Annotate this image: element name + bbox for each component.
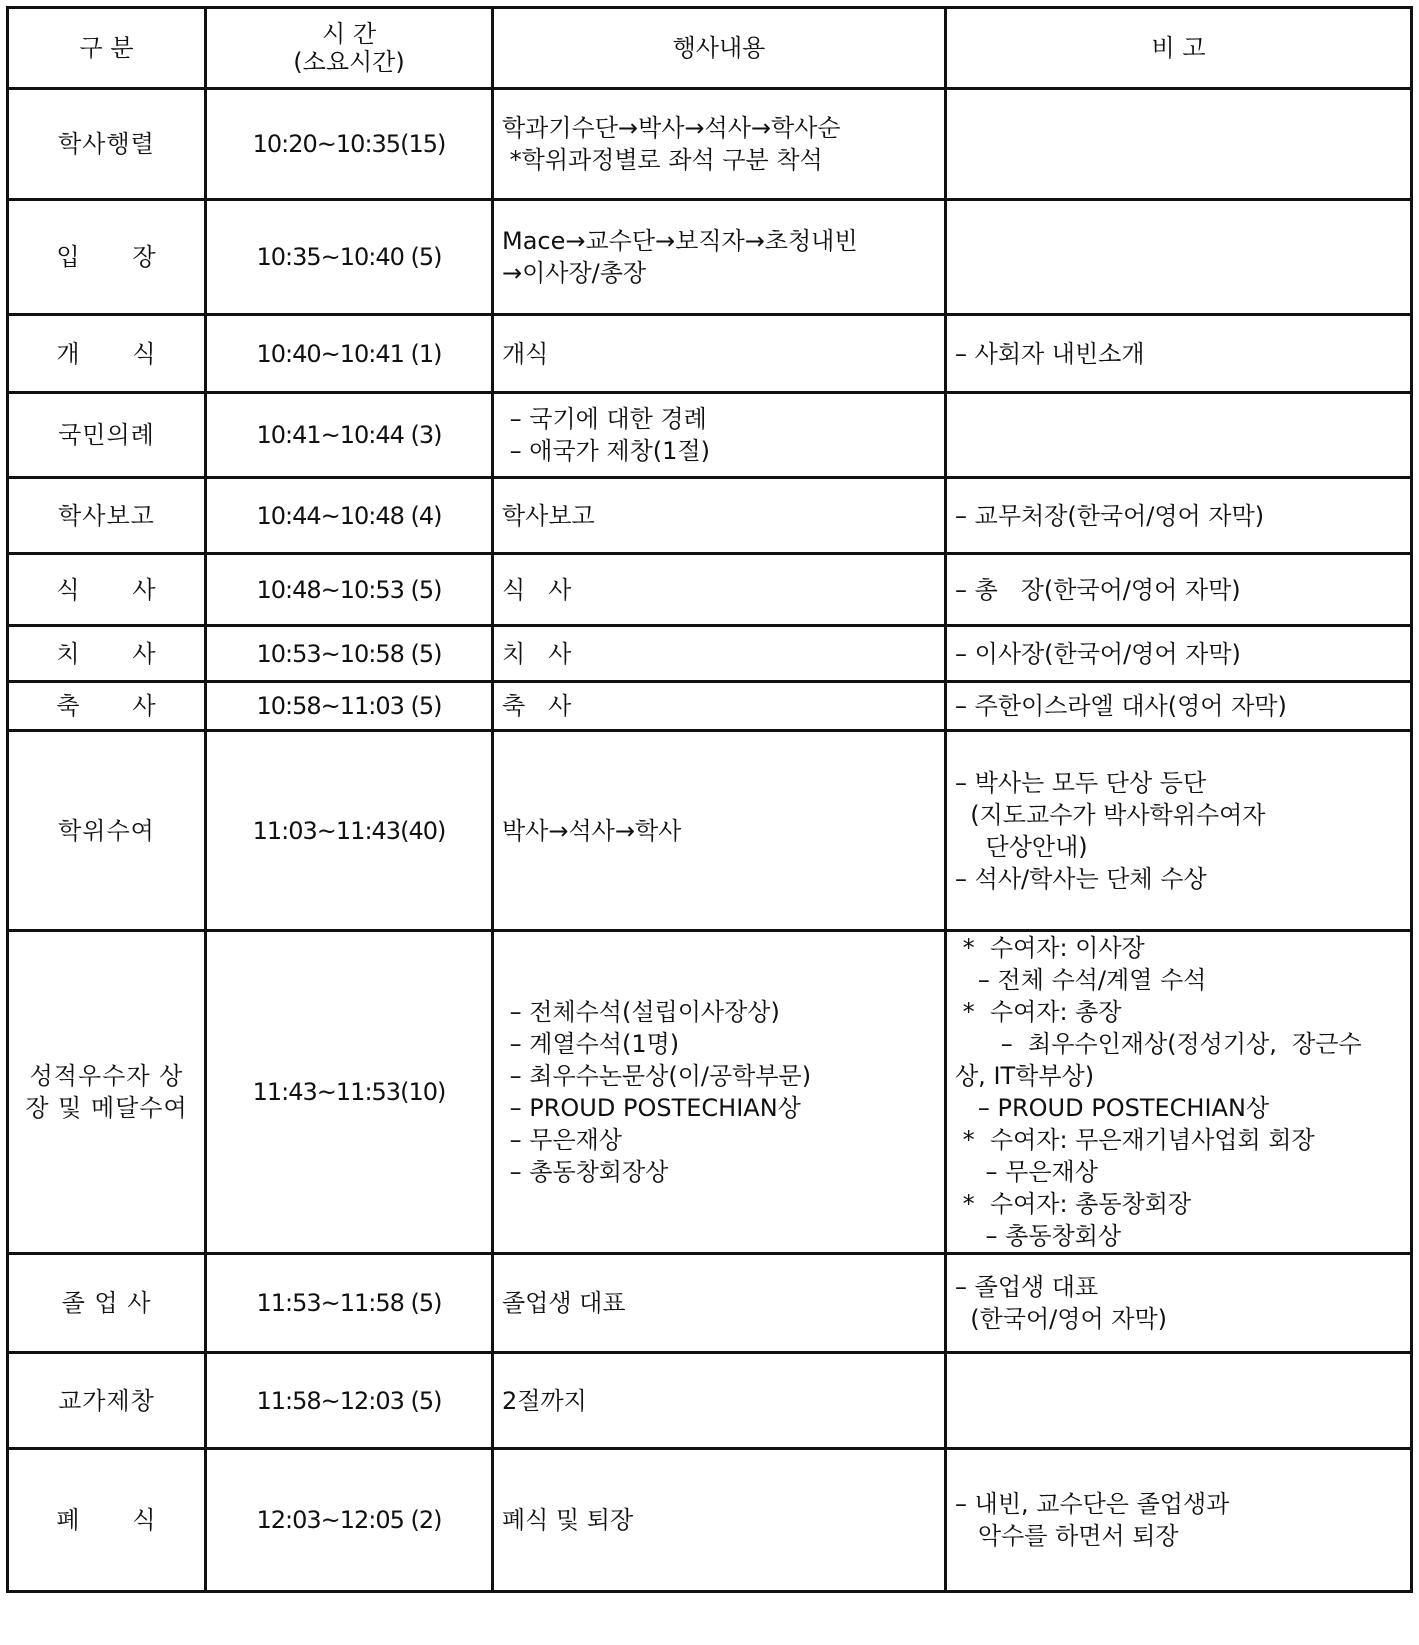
content-line: 식 사: [502, 575, 572, 604]
category-text: 장 및 메달수여: [25, 1094, 188, 1122]
category-text: 입 장: [56, 243, 157, 271]
category-text: 졸 업 사: [61, 1289, 152, 1317]
content-cell: [493, 1254, 946, 1353]
note-line: – 총동창회상: [955, 1222, 1122, 1250]
note-line: – 무은재상: [955, 1158, 1098, 1186]
note-cell: [946, 478, 1412, 554]
content-line: *학위과정별로 좌석 구분 착석: [502, 146, 823, 174]
note-cell: [946, 1353, 1412, 1449]
category-cell: [8, 1353, 206, 1449]
table-row: [8, 731, 1412, 931]
content-line: – 전체수석(설립이사장상): [502, 998, 780, 1026]
category-text: 폐 식: [56, 1506, 157, 1534]
content-line: 박사→석사→학사: [502, 816, 682, 845]
content-cell: [493, 393, 946, 478]
time-cell: 10:58~11:03 (5): [206, 682, 493, 731]
content-cell: [493, 931, 946, 1254]
note-cell: [946, 554, 1412, 626]
content-line: – PROUD POSTECHIAN상: [502, 1094, 801, 1122]
content-line: – 국기에 대한 경례: [502, 405, 707, 433]
table-row: [8, 626, 1412, 682]
header-category: 구 분: [8, 8, 206, 89]
note-line: – 내빈, 교수단은 졸업생과: [955, 1490, 1230, 1518]
table-row: [8, 393, 1412, 478]
time-cell: 10:20~10:35(15): [206, 89, 493, 200]
header-content: 행사내용: [493, 8, 946, 89]
category-cell: [8, 89, 206, 200]
table-row: [8, 931, 1412, 1254]
header-time-label: 시 간: [322, 20, 376, 48]
content-cell: [493, 1449, 946, 1592]
note-line: – 최우수인재상(정성기상, 장근수: [955, 1030, 1362, 1058]
category-cell: [8, 931, 206, 1254]
time-cell: 10:48~10:53 (5): [206, 554, 493, 626]
content-line: 축 사: [502, 692, 572, 720]
content-line: – 계열수석(1명): [502, 1030, 680, 1058]
header-time-duration-label: (소요시간): [293, 48, 405, 76]
content-line: Mace→교수단→보직자→초청내빈: [502, 227, 858, 255]
time-cell: 12:03~12:05 (2): [206, 1449, 493, 1592]
note-line: – 석사/학사는 단체 수상: [955, 864, 1207, 893]
category-text: 국민의례: [58, 421, 155, 449]
note-line: – 주한이스라엘 대사(영어 자막): [955, 692, 1287, 720]
time-cell: 11:03~11:43(40): [206, 731, 493, 931]
content-line: 학사보고: [502, 501, 595, 530]
content-line: →이사장/총장: [502, 259, 647, 287]
table-row: [8, 1254, 1412, 1353]
content-line: 졸업생 대표: [502, 1289, 626, 1317]
note-cell: [946, 731, 1412, 931]
table-row: [8, 554, 1412, 626]
category-text: 성적우수자 상: [29, 1062, 184, 1090]
note-line: 악수를 하면서 퇴장: [955, 1522, 1179, 1550]
content-line: 학과기수단→박사→석사→학사순: [502, 114, 841, 142]
table-row: [8, 1353, 1412, 1449]
header-note: 비 고: [946, 8, 1412, 89]
time-cell: 10:41~10:44 (3): [206, 393, 493, 478]
category-text: 축 사: [56, 692, 157, 720]
category-text: 개 식: [56, 339, 157, 368]
note-cell: [946, 626, 1412, 682]
content-line: – 애국가 제창(1절): [502, 437, 710, 465]
content-cell: [493, 315, 946, 393]
category-cell: [8, 731, 206, 931]
time-cell: 11:43~11:53(10): [206, 931, 493, 1254]
time-cell: 11:53~11:58 (5): [206, 1254, 493, 1353]
note-line: – PROUD POSTECHIAN상: [955, 1094, 1270, 1122]
note-line: – 총 장(한국어/영어 자막): [955, 575, 1241, 604]
note-line: 단상안내): [955, 832, 1088, 861]
note-line: * 수여자: 총동창회장: [955, 1190, 1192, 1218]
note-cell: [946, 200, 1412, 315]
category-cell: [8, 478, 206, 554]
category-cell: [8, 554, 206, 626]
content-cell: [493, 731, 946, 931]
content-cell: [493, 1353, 946, 1449]
table-row: [8, 89, 1412, 200]
note-line: (지도교수가 박사학위수여자: [955, 800, 1266, 829]
content-line: 치 사: [502, 639, 572, 668]
note-cell: [946, 315, 1412, 393]
category-text: 교가제창: [58, 1386, 155, 1415]
category-text: 학사보고: [58, 501, 155, 530]
note-line: – 교무처장(한국어/영어 자막): [955, 501, 1265, 530]
category-cell: [8, 393, 206, 478]
header-time: [206, 8, 493, 89]
note-line: * 수여자: 총장: [955, 998, 1122, 1026]
category-text: 치 사: [56, 639, 157, 668]
content-cell: [493, 89, 946, 200]
table-header-row: [8, 8, 1412, 89]
category-cell: [8, 682, 206, 731]
time-cell: 11:58~12:03 (5): [206, 1353, 493, 1449]
note-line: (한국어/영어 자막): [955, 1305, 1167, 1333]
content-line: 개식: [502, 339, 549, 368]
note-line: – 사회자 내빈소개: [955, 339, 1145, 368]
ceremony-program-table: [6, 6, 1413, 1593]
content-line: – 총동창회장상: [502, 1158, 669, 1186]
note-line: 상, IT학부상): [955, 1062, 1095, 1090]
category-cell: [8, 315, 206, 393]
note-line: * 수여자: 이사장: [955, 934, 1145, 962]
table-row: [8, 1449, 1412, 1592]
note-line: – 전체 수석/계열 수석: [955, 966, 1207, 994]
content-line: 폐식 및 퇴장: [502, 1506, 634, 1534]
content-cell: [493, 682, 946, 731]
note-cell: [946, 393, 1412, 478]
note-cell: [946, 1254, 1412, 1353]
content-line: – 최우수논문상(이/공학부문): [502, 1062, 812, 1090]
category-cell: [8, 200, 206, 315]
category-cell: [8, 626, 206, 682]
table-row: [8, 478, 1412, 554]
content-cell: [493, 626, 946, 682]
note-line: – 박사는 모두 단상 등단: [955, 768, 1207, 797]
content-line: – 무은재상: [502, 1126, 622, 1154]
note-line: – 졸업생 대표: [955, 1273, 1099, 1301]
program-rows: [8, 89, 1412, 1592]
table-row: [8, 682, 1412, 731]
note-line: * 수여자: 무은재기념사업회 회장: [955, 1126, 1315, 1154]
content-line: 2절까지: [502, 1386, 587, 1415]
note-cell: [946, 682, 1412, 731]
category-text: 식 사: [56, 575, 157, 604]
content-cell: [493, 554, 946, 626]
note-cell: [946, 1449, 1412, 1592]
note-line: – 이사장(한국어/영어 자막): [955, 639, 1241, 668]
table-row: [8, 315, 1412, 393]
ceremony-program-sheet: [6, 6, 1410, 1636]
category-text: 학위수여: [58, 816, 155, 845]
time-cell: 10:40~10:41 (1): [206, 315, 493, 393]
content-cell: [493, 200, 946, 315]
category-cell: [8, 1254, 206, 1353]
note-cell: [946, 931, 1412, 1254]
category-text: 학사행렬: [58, 130, 155, 158]
category-cell: [8, 1449, 206, 1592]
time-cell: 10:53~10:58 (5): [206, 626, 493, 682]
note-cell: [946, 89, 1412, 200]
time-cell: 10:44~10:48 (4): [206, 478, 493, 554]
time-cell: 10:35~10:40 (5): [206, 200, 493, 315]
table-row: [8, 200, 1412, 315]
content-cell: [493, 478, 946, 554]
